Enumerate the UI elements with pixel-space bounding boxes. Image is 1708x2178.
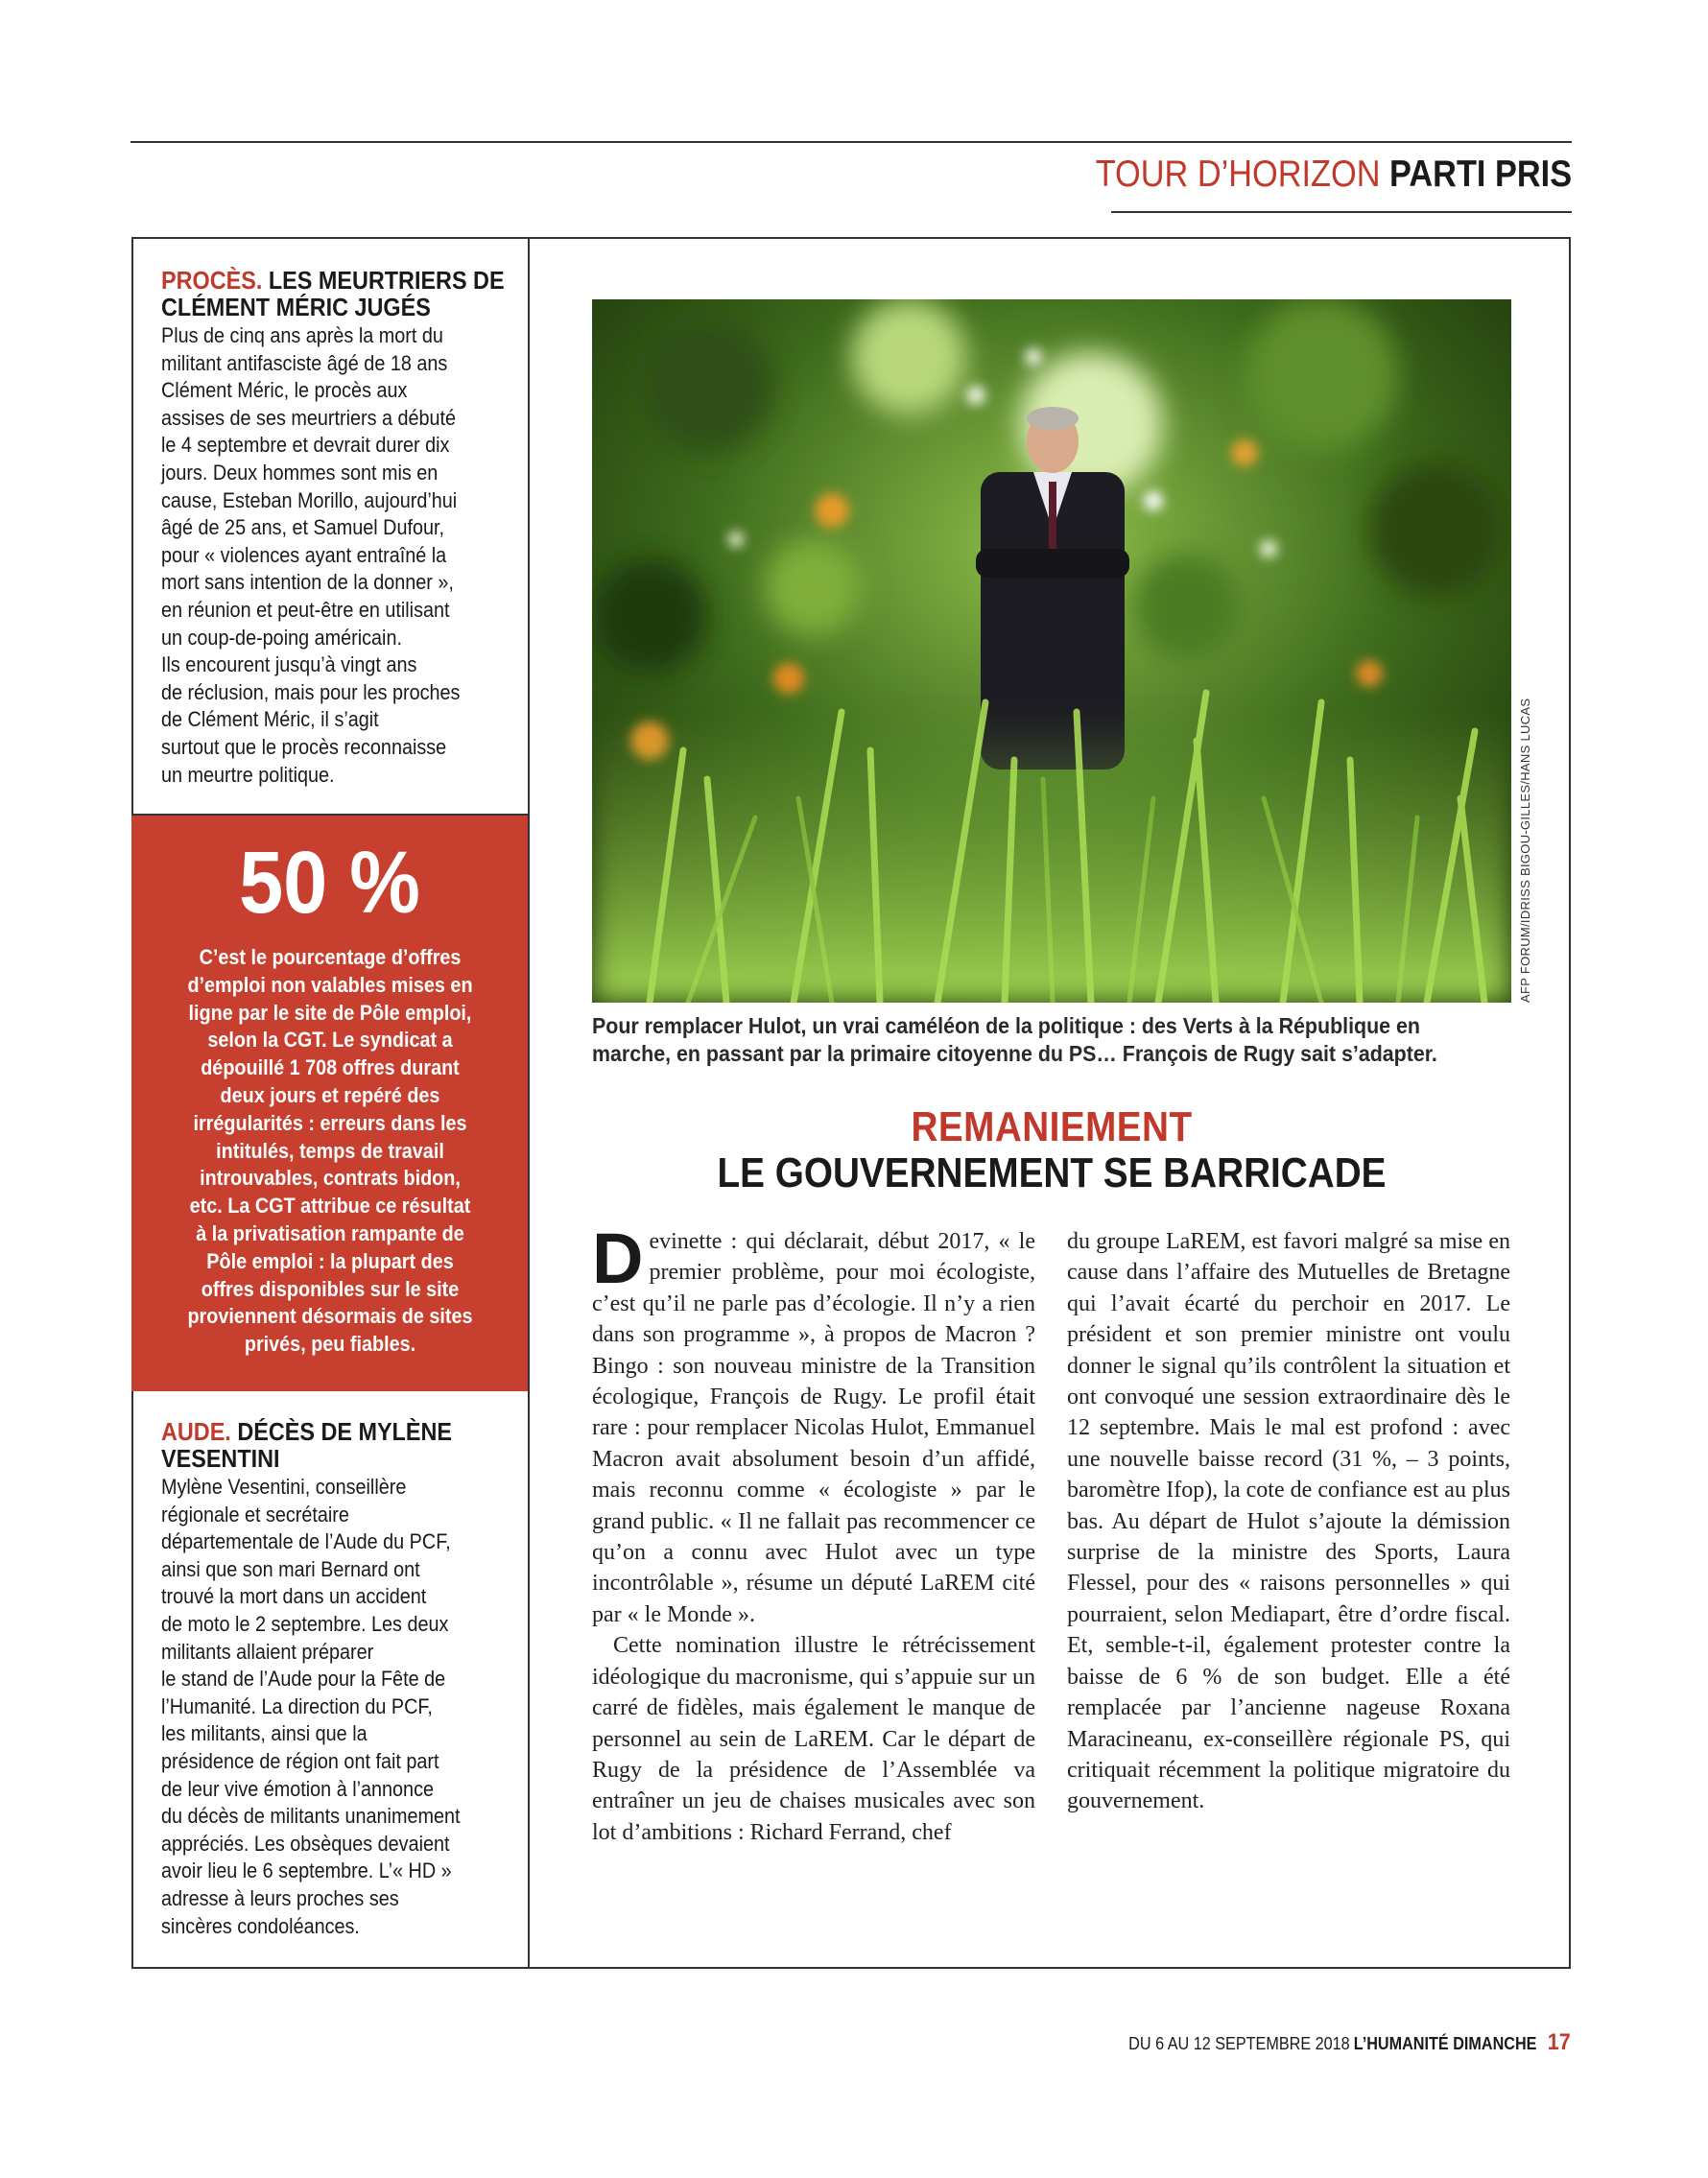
article-photo xyxy=(592,299,1511,1003)
top-rule xyxy=(130,141,1572,143)
section-header xyxy=(1096,154,1572,196)
photo-illustration xyxy=(592,299,1511,1003)
stat-text: C’est le pourcentage d’offres d’emploi non valables mises en ligne par le site de Pôle emploi, selon la CGT. Le syndicat a dépouillé 1 708 offres durant deux jours et repéré des irrégularités : erreurs dans les intitulés, temps de travail introuvables, contrats bidon, etc. La CGT attribue ce résultat à la privatisation rampante de Pôle emploi : la plupart des offres disponibles sur le site proviennent désormais de sites privés, peu fiables. xyxy=(187,945,473,1357)
section-name: TOUR D’HORIZON xyxy=(1095,154,1381,195)
brief-keyword: AUDE. xyxy=(161,1417,231,1446)
publication-name: L’HUMANITÉ DIMANCHE xyxy=(1353,2034,1537,2053)
brief-body: Mylène Vesentini, conseillère régionale et secrétaire départementale de l’Aude du PCF, ainsi que son mari Bernard ont trouvé la mort dans un accident de moto le 2 septembre. Les deux militants allaient préparer le stand de l’Aude pour la Fête de l’Humanité. La direction du PCF, les militants, ainsi que la présidence de région ont fait part de leur vive émotion à l’annonce du décès de militants unanimement appréciés. Les obsèques devaient avoir lieu le 6 septembre. L’« HD » adresse à leurs proches ses sincères condoléances. xyxy=(161,1475,461,1938)
page-number: 17 xyxy=(1547,2029,1571,2055)
header-rule xyxy=(1111,211,1572,213)
brief-headline: DÉCÈS DE MYLÈNE VESENTINI xyxy=(161,1417,452,1473)
article-paragraph xyxy=(592,1219,1035,1630)
article-headline: LE GOUVERNEMENT SE BARRICADE xyxy=(717,1149,1387,1196)
brief-aude xyxy=(161,1418,507,1940)
article-paragraph: du groupe LaREM, est favori malgré sa mise en cause dans l’affaire des Mutuelles de Bretagne qui l’avait écarté du perchoir en 2017. Le président et son premier ministre ont voulu donner le signal qu’ils contrôlent la situation et ont convoqué une session extraordinaire dès le 12 septembre. Mais le mal est profond : avec une nouvelle baisse record (31 %, – 3 points, baromètre Ifop), la cote de confiance est au plus bas. Au départ de Hulot s’ajoute la démission surprise de la ministre des Sports, Laura Flessel, pour des « raisons personnelles » qui pourraient, selon Mediapart, être d’ordre fiscal. Et, semble-t-il, également protester contre la baisse de 6 % de son budget. Elle a été remplacée par l’ancienne nageuse Roxana Maracineanu, ex-conseillère régionale PS, qui critiquait récemment la politique migratoire du gouvernement. xyxy=(1067,1229,1510,1814)
photo-caption: Pour remplacer Hulot, un vrai caméléon de la politique : des Verts à la République en marche, en passant par la primaire citoyenne du PS… François de Rugy sait s’adapter. xyxy=(592,1013,1437,1066)
article-column-1 xyxy=(592,1219,1035,1848)
stat-box xyxy=(131,816,528,1391)
photo-credit: AFP FORUM/IDRISS BIGOU-GILLES/HANS LUCAS xyxy=(1518,698,1532,1003)
section-subname: PARTI PRIS xyxy=(1388,154,1572,195)
brief-title xyxy=(161,1418,507,1472)
brief-keyword: PROCÈS. xyxy=(161,266,263,295)
issue-date: DU 6 AU 12 SEPTEMBRE 2018 xyxy=(1128,2034,1350,2053)
page-footer xyxy=(1128,2029,1571,2056)
article-kicker: REMANIEMENT xyxy=(911,1103,1193,1150)
article-paragraph: Cette nomination illustre le rétrécissement idéologique du macronisme, qui s’appuie sur un carré de fidèles, mais également le manque de personnel au sein de LaREM. Car le départ de Rugy de la présidence de l’Assemblée va entraîner un jeu de chaises musicales avec son lot d’ambitions : Richard Ferrand, chef xyxy=(592,1633,1035,1845)
paragraph-text: evinette : qui déclarait, début 2017, « le premier problème, pour moi écologiste, c’est qu’il ne parle pas d’écologie. Il n’y a rien dans son programme », à propos de Macron ? Bingo : son nouveau ministre de la Transition écologique, François de Rugy. Le profil était rare : pour remplacer Nicolas Hulot, Emmanuel Macron avait absolument besoin d’un affidé, mais reconnu comme « écologiste » par le grand public. « Il ne fallait pas recommencer ce qu’on a connu avec Hulot avec un type incontrôlable », résume un député LaREM cité par « le Monde ». xyxy=(592,1229,1035,1627)
stat-value: 50 % xyxy=(239,834,420,932)
brief-body: Plus de cinq ans après la mort du militant antifasciste âgé de 18 ans Clément Méric, le procès aux assises de ses meurtriers a débuté le 4 septembre et devrait durer dix jours. Deux hommes sont mis en cause, Esteban Morillo, aujourd’hui âgé de 25 ans, et Samuel Dufour, pour « violences ayant entraîné la mort sans intention de la donner », en réunion et peut-être en utilisant un coup-de-poing américain. Ils encourent jusqu’à vingt ans de réclusion, mais pour les proches de Clément Méric, il s’agit surtout que le procès reconnaisse un meurtre politique. xyxy=(161,323,461,787)
article-column-2 xyxy=(1067,1226,1510,1817)
brief-headline: LES MEURTRIERS DE CLÉMENT MÉRIC JUGÉS xyxy=(161,266,505,321)
brief-proces xyxy=(161,267,507,789)
drop-cap: D xyxy=(592,1219,644,1298)
brief-title xyxy=(161,267,507,320)
